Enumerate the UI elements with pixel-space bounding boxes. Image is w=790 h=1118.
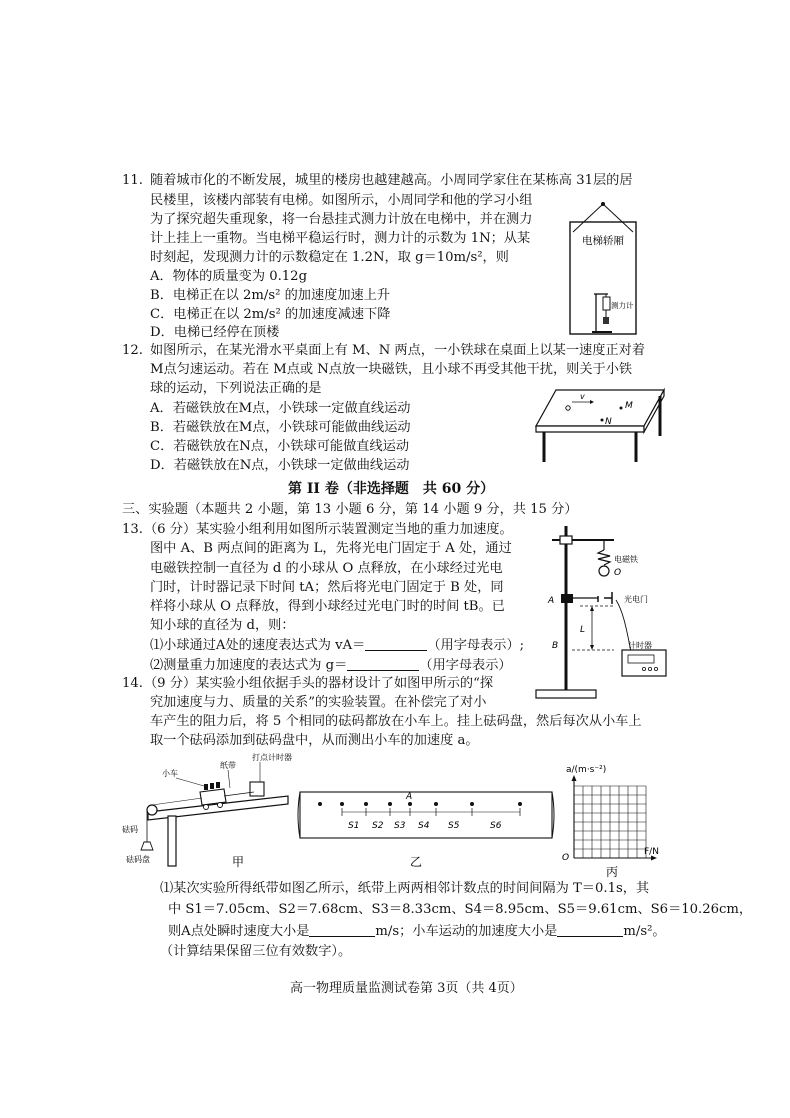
s3-label: S3 <box>394 821 406 831</box>
pan-label: 砝码盘 <box>126 855 150 864</box>
answer-blank-velocity[interactable] <box>309 922 375 937</box>
question-text-line: 样将小球从 O 点释放，得到小球经过光电门时的时间 tB。已 <box>150 599 505 614</box>
question-number: 13. <box>122 522 143 537</box>
timer-label: 计时器 <box>628 641 652 650</box>
electromagnet-coil <box>598 550 610 565</box>
page-footer: 高一物理质量监测试卷第 3页（共 4页） <box>290 981 523 996</box>
point-n-label: N <box>605 417 612 427</box>
table-figure <box>532 386 666 466</box>
meter-label: 测力计 <box>611 301 634 310</box>
photogate-label: 光电门 <box>624 595 648 604</box>
ticker-tape-figure <box>294 786 558 878</box>
cart-label: 小车 <box>162 769 178 778</box>
cart-apparatus-figure <box>120 752 292 876</box>
elevator-car-label: 电梯轿厢 <box>582 235 624 247</box>
ticker-timer <box>250 782 264 796</box>
figure-caption: 丙 <box>606 865 619 879</box>
free-fall-apparatus-figure <box>534 522 674 702</box>
velocity-label: v <box>580 392 585 401</box>
question-text-line: 图中 A、B 两点间的距离为 L，先将光电门固定于 A 处，通过 <box>150 541 512 556</box>
sub-question-1-line <box>168 922 666 941</box>
sub-question-1-prefix: ⑴小球通过A处的速度表达式为 vA＝ <box>150 638 366 653</box>
question-text-line: 球的运动，下列说法正确的是 <box>150 381 322 396</box>
steel-ball <box>599 566 609 576</box>
question-number: 14. <box>122 676 143 691</box>
s1-label: S1 <box>348 821 360 831</box>
distance-l-label: L <box>580 625 586 635</box>
electromagnet-label: 电磁铁 <box>614 555 638 564</box>
origin-label: O <box>562 853 570 863</box>
option-c: C．电梯正在以 2m/s² 的加速度减速下降 <box>150 307 391 322</box>
s4-label: S4 <box>418 821 430 831</box>
question-text-line: 究加速度与力、质量的关系”的实验装置。在补偿完了对小 <box>150 695 487 710</box>
question-text-line: 为了探究超失重现象，将一台悬挂式测力计放在电梯中，并在测力 <box>150 212 533 227</box>
point-o-label: O <box>614 568 622 578</box>
option-b: B．电梯正在以 2m/s² 的加速度加速上升 <box>150 288 391 303</box>
option-d: D．电梯已经停在顶楼 <box>150 325 280 340</box>
pulley <box>147 805 157 815</box>
section-3-title: 三、实验题（本题共 2 小题，第 13 小题 6 分，第 14 小题 9 分，共 15 分） <box>122 502 578 517</box>
sub-question-1-line: 中 S1＝7.05cm、S2＝7.68cm、S3＝8.33cm、S4＝8.95cm、S5＝9.61cm、S6＝10.26cm， <box>168 902 753 917</box>
point-m-label: M <box>625 401 633 411</box>
question-text-line: 电磁铁控制一直径为 d 的小球从 O 点释放，在小球经过光电 <box>150 561 503 576</box>
photogate-a <box>561 594 573 603</box>
question-text-line: 知小球的直径为 d，则： <box>150 618 295 633</box>
hanging-weight <box>603 317 609 324</box>
cart <box>200 789 226 805</box>
point-a-label: A <box>406 792 413 802</box>
question-text-line: 计上挂上一重物。当电梯平稳运行时，测力计的示数为 1N；从某 <box>150 231 531 246</box>
timer-label: 打点计时器 <box>252 753 292 762</box>
question-text-line: 门时，计时器记录下时间 tA；然后将光电门固定于 B 处，同 <box>150 580 504 595</box>
grid-lines <box>574 786 646 858</box>
answer-blank-acceleration[interactable] <box>557 922 623 937</box>
figure-caption: 甲 <box>232 855 245 869</box>
point-b-label: B <box>552 641 559 651</box>
sub-question-1 <box>150 636 524 655</box>
sub-question-1-prefix: 则A点处瞬时速度大小是 <box>168 924 310 939</box>
question-number: 12. <box>122 343 143 358</box>
question-text-line: 随着城市化的不断发展，城里的楼房也越建越高。小周同学家住在某栋高 31层的居 <box>150 173 633 188</box>
question-text-line: 车产生的阻力后，将 5 个相同的砝码都放在小车上。挂上砝码盘，然后每次从小车上 <box>150 714 642 729</box>
sub-question-1-mid: m/s；小车运动的加速度大小是 <box>375 924 558 939</box>
question-text-line: 时刻起，发现测力计的示数稳定在 1.2N，取 g＝10m/s²，则 <box>150 250 509 265</box>
question-text-line: M点匀速运动。若在 M点或 N点放一块磁铁，且小球不再受其他干扰，则关于小铁 <box>150 362 633 377</box>
sub-question-2-suffix: （用字母表示） <box>419 658 512 673</box>
sub-question-2 <box>150 656 512 675</box>
tape-label: 纸带 <box>220 761 236 770</box>
sub-question-1-line: ⑴某次实验所得纸带如图乙所示，纸带上两两相邻计数点的时间间隔为 T＝0.1s，其 <box>160 881 650 896</box>
question-text-line: 如图所示，在某光滑水平桌面上有 M、N 两点，一小铁球在桌面上以某一速度正对着 <box>150 343 645 358</box>
option-a: A．若磁铁放在M点，小铁球一定做直线运动 <box>150 401 411 416</box>
spring-scale <box>603 297 610 310</box>
s5-label: S5 <box>448 821 460 831</box>
part-ii-title: 第 II 卷（非选择题 共 60 分） <box>288 481 495 497</box>
question-text-line: （9 分）某实验小组依据手头的器材设计了如图甲所示的“探 <box>144 676 494 691</box>
point-a-label: A <box>548 596 555 606</box>
s6-label: S6 <box>490 821 502 831</box>
x-axis-label: F/N <box>644 847 659 857</box>
question-text-line: 民楼里，该楼内部装有电梯。如图所示，小周同学和他的学习小组 <box>150 193 533 208</box>
option-c: C．若磁铁放在N点，小铁球可能做直线运动 <box>150 439 410 454</box>
sub-question-1-suffix: （用字母表示）; <box>427 638 525 653</box>
figure-caption: 乙 <box>410 855 423 869</box>
s2-label: S2 <box>372 821 384 831</box>
option-d: D．若磁铁放在N点，小铁球一定做曲线运动 <box>150 458 410 473</box>
sub-question-1-note: （计算结果保留三位有效数字）。 <box>160 944 352 959</box>
y-axis-label: a/(m·s⁻²) <box>566 765 607 775</box>
weight-label: 砝码 <box>122 825 138 834</box>
answer-blank-va[interactable] <box>365 636 427 651</box>
option-b: B．若磁铁放在M点，小铁球可能做曲线运动 <box>150 420 411 435</box>
answer-blank-g[interactable] <box>347 656 419 671</box>
elevator-figure <box>562 200 644 338</box>
sub-question-2-prefix: ⑵测量重力加速度的表达式为 g＝ <box>150 658 348 673</box>
option-a: A．物体的质量变为 0.12g <box>150 269 308 284</box>
question-text-line: （6 分）某实验小组利用如图所示装置测定当地的重力加速度。 <box>144 522 513 537</box>
a-f-graph-figure <box>552 760 670 880</box>
weight-pan <box>141 842 153 850</box>
point-a <box>408 802 412 806</box>
question-text-line: 取一个砝码添加到砝码盘中，从而测出小车的加速度 a。 <box>150 733 479 748</box>
sub-question-1-suffix: m/s²。 <box>623 924 666 939</box>
question-number: 11. <box>122 173 143 188</box>
